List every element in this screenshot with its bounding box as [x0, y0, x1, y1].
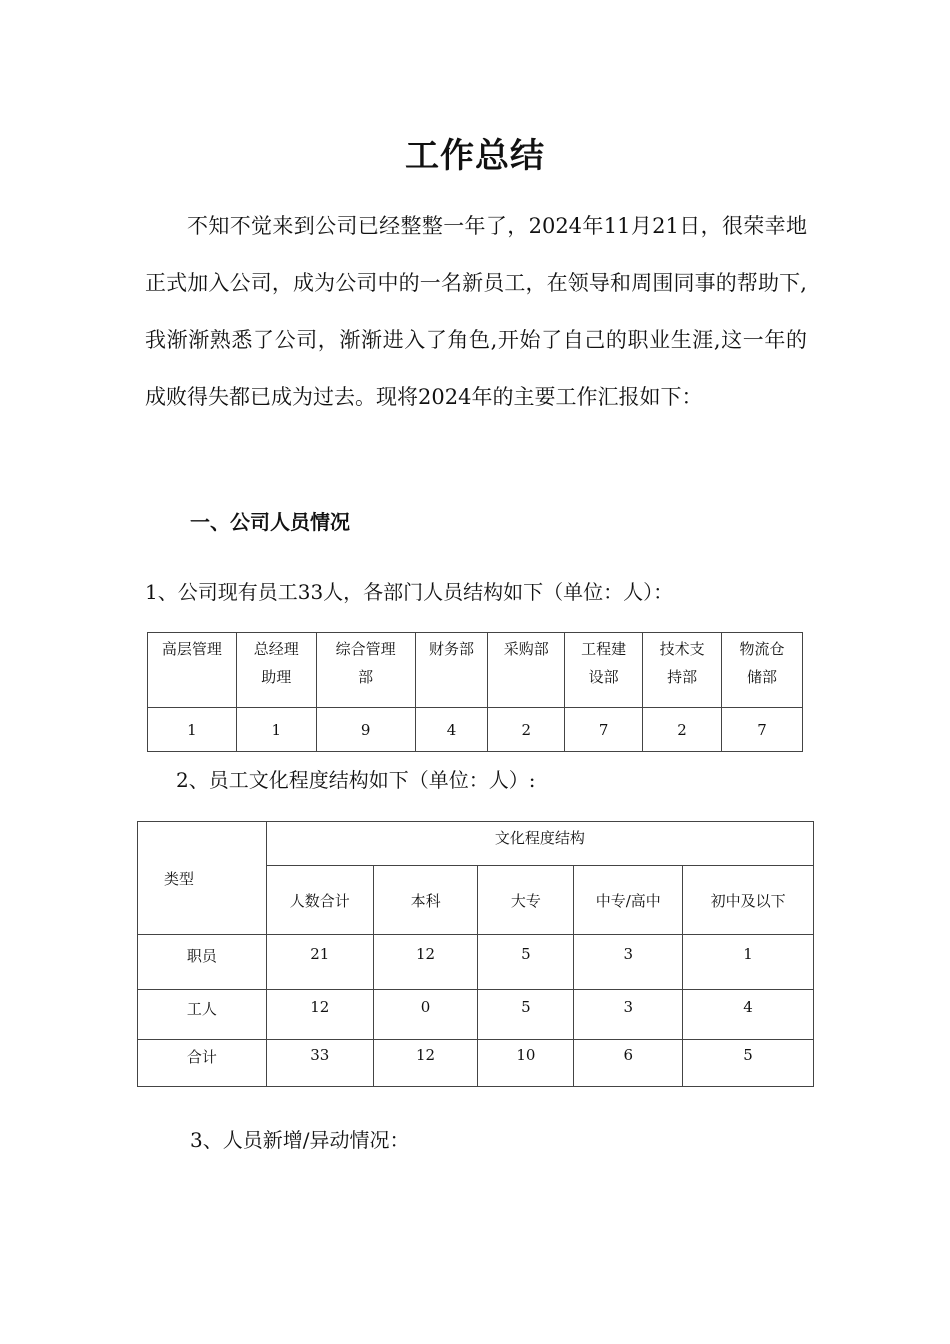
- value-cell: 7: [565, 708, 643, 752]
- value-cell: 1: [236, 708, 316, 752]
- value-cell: 7: [722, 708, 803, 752]
- value-cell: 0: [373, 990, 478, 1040]
- header-text: 技术支持部: [659, 640, 705, 686]
- row-label-cell: 工人: [138, 990, 267, 1040]
- value-cell: 5: [683, 1040, 814, 1087]
- table-header-row: [148, 633, 803, 708]
- header-cell: [316, 633, 415, 708]
- value-cell: 4: [683, 990, 814, 1040]
- table-row: [138, 1040, 814, 1087]
- value-cell: 4: [415, 708, 488, 752]
- header-cell: [722, 633, 803, 708]
- group-header-cell: 文化程度结构: [266, 822, 813, 866]
- value-cell: 1: [148, 708, 237, 752]
- column-header-cell: 初中及以下: [683, 866, 814, 935]
- value-cell: 33: [266, 1040, 373, 1087]
- header-cell: [236, 633, 316, 708]
- item-2-text: 2、员工文化程度结构如下（单位：人）:: [176, 768, 536, 792]
- item-1-text: 1、公司现有员工33人，各部门人员结构如下（单位：人）：: [145, 580, 674, 604]
- value-cell: 6: [574, 1040, 683, 1087]
- header-text: 总经理助理: [253, 640, 299, 686]
- header-cell: 财务部: [415, 633, 488, 708]
- value-cell: 3: [574, 935, 683, 990]
- header-cell: [643, 633, 722, 708]
- section-heading-staff: 一、公司人员情况: [190, 510, 350, 534]
- value-cell: 1: [683, 935, 814, 990]
- department-staff-table: [147, 632, 803, 752]
- table-row: [138, 935, 814, 990]
- value-cell: 9: [316, 708, 415, 752]
- column-header-cell: 大专: [478, 866, 574, 935]
- table-row: [138, 990, 814, 1040]
- value-cell: 12: [266, 990, 373, 1040]
- value-cell: 21: [266, 935, 373, 990]
- item-3-text: 3、人员新增/异动情况：: [190, 1128, 410, 1152]
- value-cell: 2: [643, 708, 722, 752]
- value-cell: 12: [373, 1040, 478, 1087]
- intro-paragraph: 不知不觉来到公司已经整整一年了，2024年11月21日，很荣幸地正式加入公司，成为公司中的一名新员工，在领导和周围同事的帮助下,我渐渐熟悉了公司，渐渐进入了角色,开始了自己的职业生涯,这一年的成败得失都已成为过去。现将2024年的主要工作汇报如下：: [145, 214, 807, 409]
- header-text: 工程建设部: [581, 640, 627, 686]
- value-cell: 5: [478, 990, 574, 1040]
- document-title: 工作总结: [405, 136, 545, 176]
- type-header-cell: 类型: [138, 822, 267, 935]
- value-cell: 3: [574, 990, 683, 1040]
- education-structure-table: [137, 821, 814, 1087]
- header-text: 物流仓储部: [739, 640, 785, 686]
- value-cell: 5: [478, 935, 574, 990]
- header-cell: 高层管理: [148, 633, 237, 708]
- value-cell: 10: [478, 1040, 574, 1087]
- table-header-row: [138, 822, 814, 866]
- header-cell: [565, 633, 643, 708]
- column-header-cell: 本科: [373, 866, 478, 935]
- row-label-cell: 合计: [138, 1040, 267, 1087]
- table-row: [148, 708, 803, 752]
- header-text: 综合管理部: [335, 640, 396, 686]
- value-cell: 2: [488, 708, 565, 752]
- header-cell: 采购部: [488, 633, 565, 708]
- row-label-cell: 职员: [138, 935, 267, 990]
- column-header-cell: 人数合计: [266, 866, 373, 935]
- value-cell: 12: [373, 935, 478, 990]
- column-header-cell: 中专/高中: [574, 866, 683, 935]
